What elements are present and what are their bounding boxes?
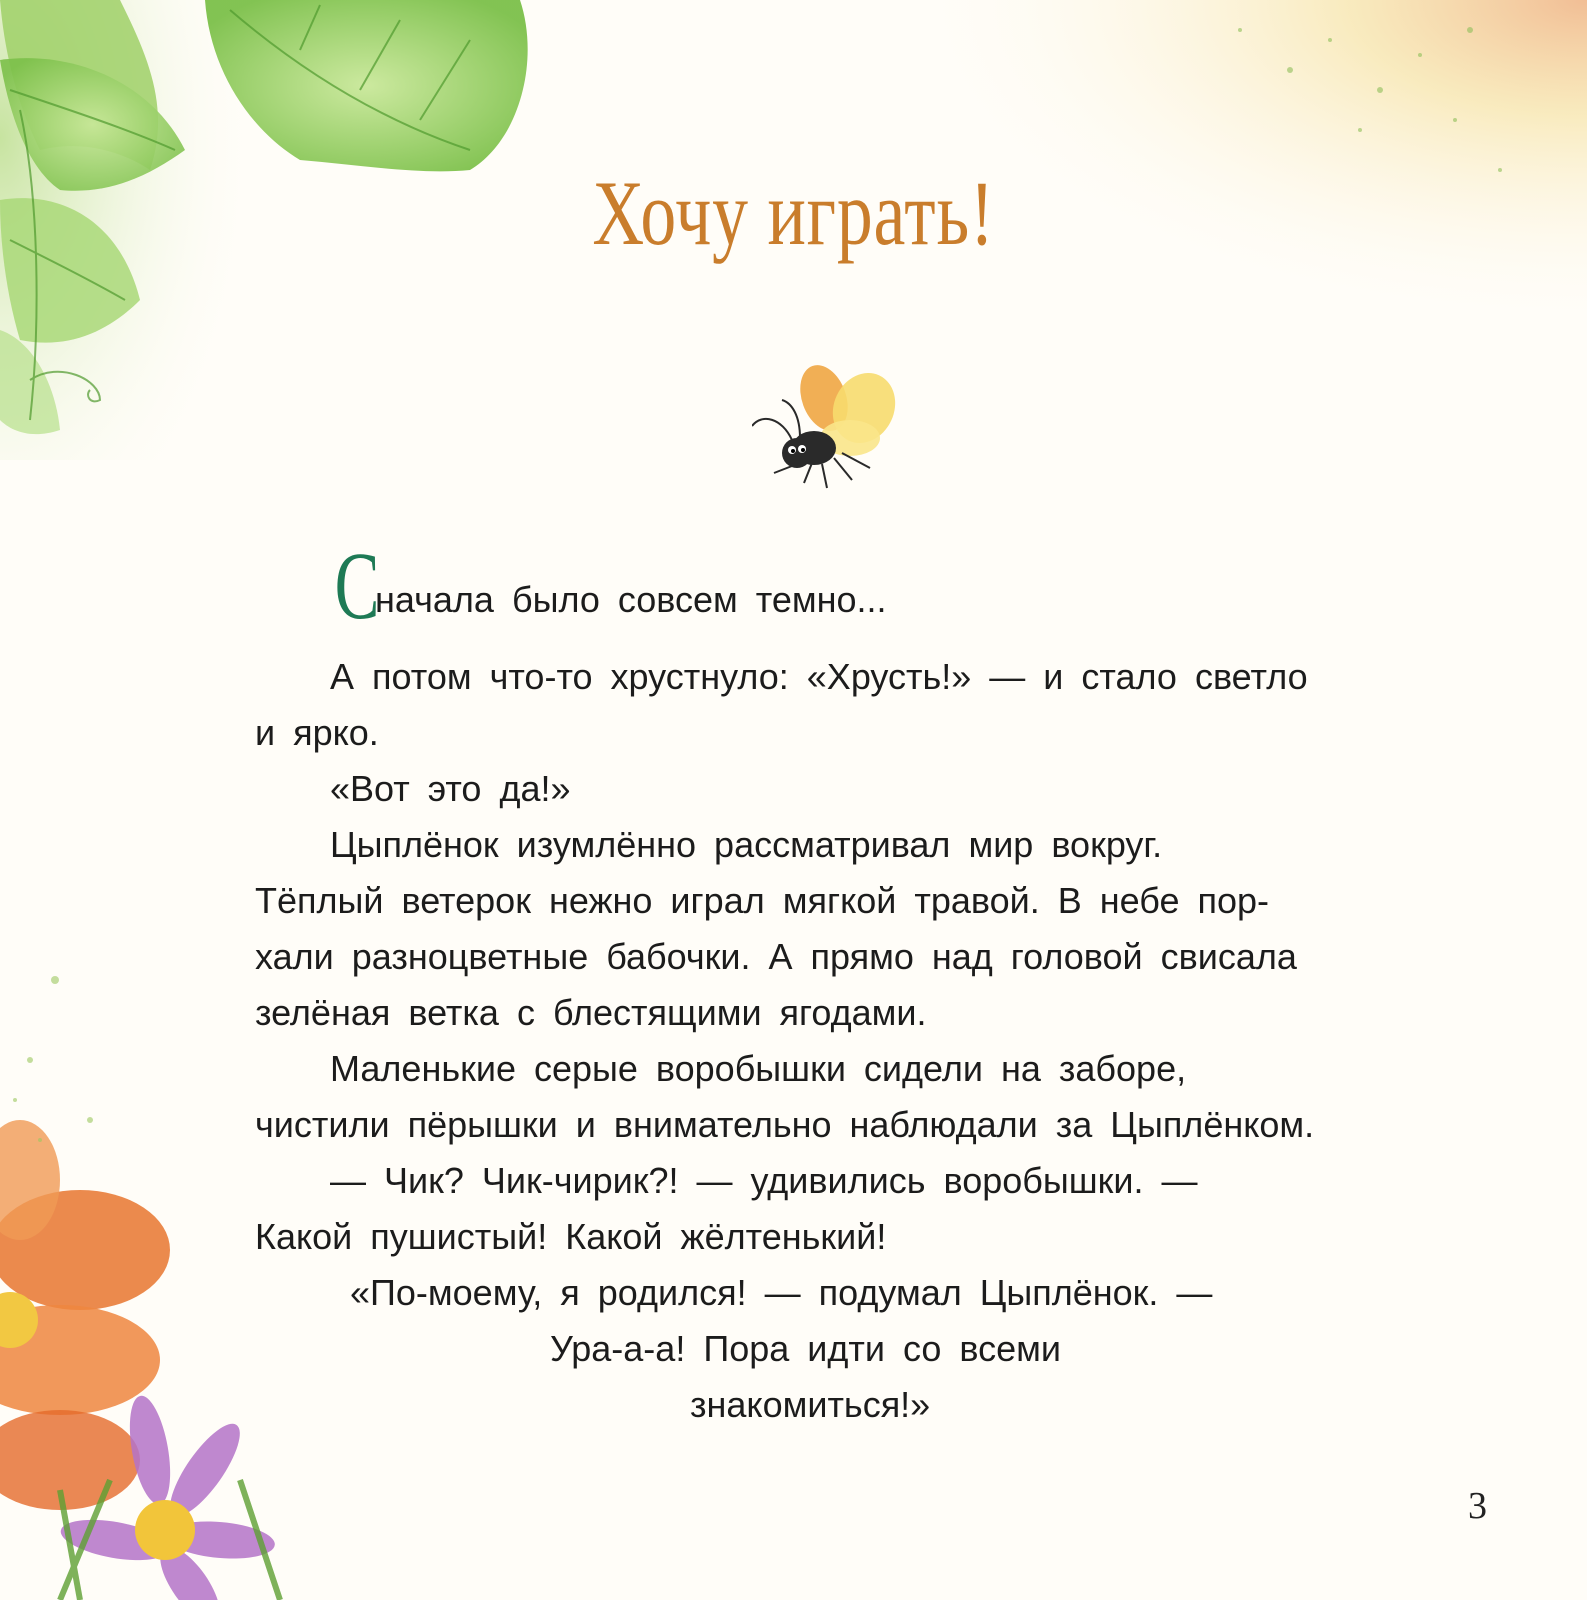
drop-cap: С	[334, 532, 380, 639]
story-line-8: зелёная ветка с блестящими ягодами.	[255, 992, 927, 1033]
story-line-1: Сначала было совсем темно...	[334, 532, 887, 639]
story-line-14: Ура-а-а! Пора идти со всеми	[550, 1328, 1062, 1369]
flowers-bottom-left	[0, 976, 280, 1600]
page-number: 3	[1468, 1485, 1487, 1527]
bee-illustration	[752, 358, 912, 498]
story-line-10: чистили пёрышки и внимательно наблюдали за Цыплёнком.	[255, 1104, 1315, 1145]
story-line-13: «По-моему, я родился! — подумал Цыплёнок. —	[350, 1272, 1213, 1313]
story-line-11: — Чик? Чик-чирик?! — удивились воробышки. —	[330, 1160, 1198, 1201]
story-line-12: Какой пушистый! Какой жёлтенький!	[255, 1216, 887, 1257]
story-line-9: Маленькие серые воробышки сидели на заборе,	[330, 1048, 1187, 1089]
story-line-6: Тёплый ветерок нежно играл мягкой травой. В небе пор-	[255, 880, 1270, 921]
story-line-5: Цыплёнок изумлённо рассматривал мир вокруг.	[330, 824, 1163, 865]
page-title: Хочу играть!	[592, 162, 995, 264]
story-line-2: А потом что-то хрустнуло: «Хрусть!» — и стало светло	[330, 656, 1308, 697]
story-line-7: хали разноцветные бабочки. А прямо над головой свисала	[255, 936, 1297, 977]
story-line-3: и ярко.	[255, 712, 379, 753]
story-line-15: знакомиться!»	[690, 1384, 931, 1425]
story-line-4: «Вот это да!»	[330, 768, 571, 809]
